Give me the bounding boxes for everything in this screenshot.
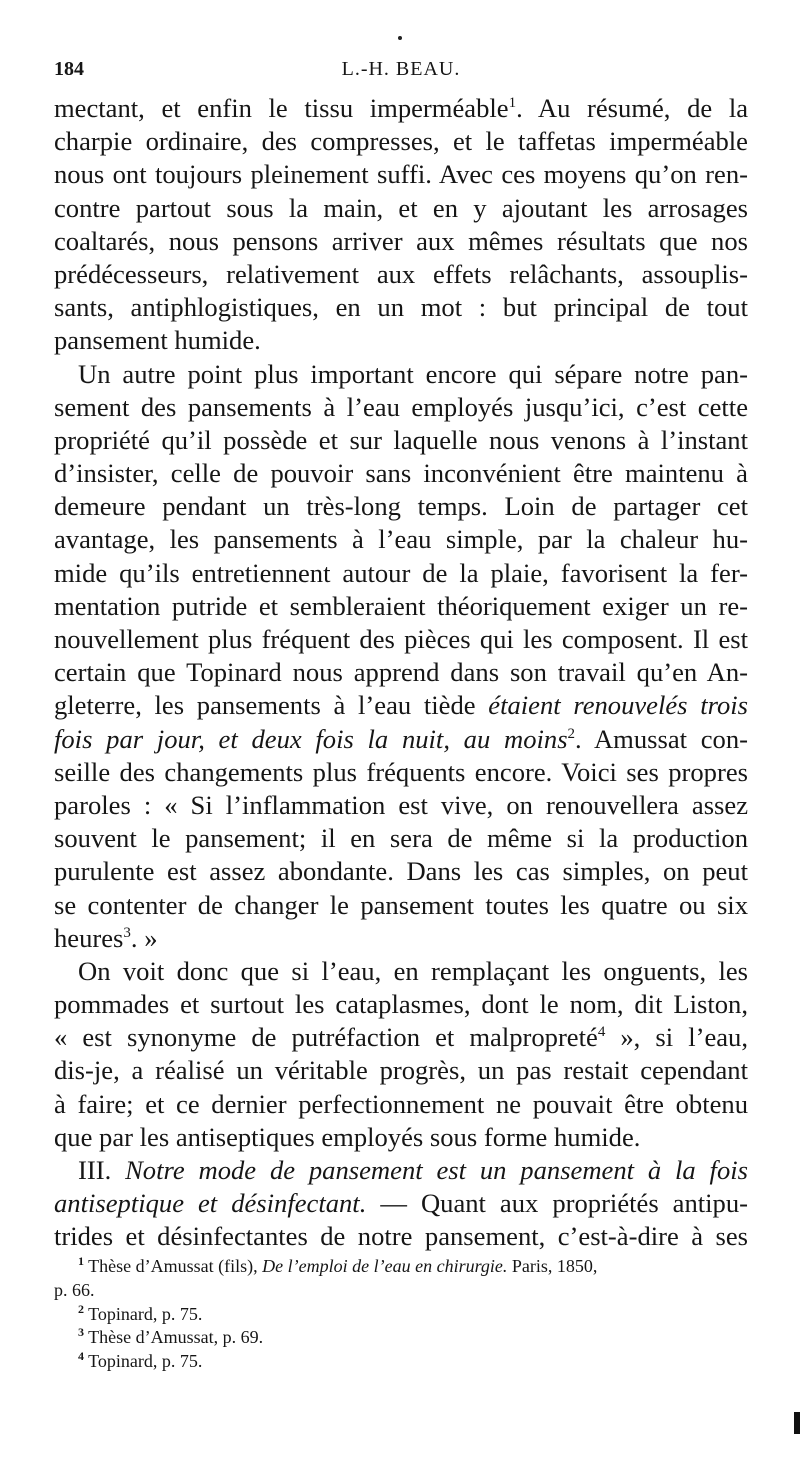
text-line: pansement humide. [54,325,261,356]
footnote-ref[interactable]: 3 [123,924,131,941]
text-line: trides et désinfectantes de notre pansement, c’est-à-dire à ses [54,1221,748,1252]
italic-quote: fois par jour, et deux fois la nuit, au moins [54,723,568,754]
footnotes [54,1255,748,1374]
paragraph-start: On voit donc que si l’eau, en remplaçant les onguents, les [78,955,748,986]
text-line: paroles : « Si l’inflammation est vive, on renouvellera assez [54,789,748,820]
text-line: souvent le pansement; il en sera de même si la production [54,823,748,854]
text-line: se contenter de changer le pansement toutes les quatre ou six [54,889,748,920]
footnote-ref[interactable]: 2 [567,725,576,742]
text-line: mide qu’ils entretiennent autour de la plaie, favorisent la fer- [54,557,748,588]
footnote-1: $^1$ Thèse d’Amussat (fils), De l’emploi de l’eau en chirurgie. Paris, 1850, [78,1255,598,1276]
text-line: fois par jour, et deux fois la nuit, au moins$^2$. Amussat con- [54,723,748,754]
text-line: pommades et surtout les cataplasmes, dont le nom, dit Liston, [54,989,748,1020]
text-line: nous ont toujours pleinement suffi. Avec ces moyens qu’on ren- [54,159,748,190]
text-line: prédécesseurs, relativement aux effets relâchants, assouplis- [54,258,748,289]
text-line: seille des changements plus fréquents encore. Voici ses propres [54,756,748,787]
section-title: Notre mode de pansement est un pansement à la fois [125,1155,748,1185]
running-title: L.-H. BEAU. [341,58,461,80]
text-line: demeure pendant un très-long temps. Loin de partager cet [54,491,748,522]
text-line: sants, antiphlogistiques, en un mot : but principal de tout [54,292,748,323]
text-line: coaltarés, nous pensons arriver aux mêmes résultats que nos [54,225,748,256]
paragraph-start: Un autre point plus important encore qui sépare notre pan- [78,358,748,389]
footnote-ref[interactable]: 4 [597,1024,606,1041]
text-line: dis-je, a réalisé un véritable progrès, un pas restait cependant [54,1055,748,1086]
text-line: nouvellement plus fréquent des pièces qui les composent. Il est [54,624,748,654]
text-line: mentation putride et sembleraient théoriquement exiger un re- [54,590,748,621]
footnote-4: $^4$ Topinard, p. 75. [78,1350,203,1372]
footnote-1-continued: p. 66. [54,1279,95,1300]
text-line: d’insister, celle de pouvoir sans inconvénient être maintenu à [54,458,748,489]
text-line: sement des pansements à l’eau employés jusqu’ici, c’est cette [54,391,748,422]
scan-edge-mark [794,1412,800,1434]
ink-speck [398,36,402,40]
italic-quote: étaient renouvelés trois [488,690,748,721]
main-text [54,92,748,1254]
text-line: mectant, et enfin le tissu imperméable$^1$. Au résumé, de la [54,93,748,123]
text-line: certain que Topinard nous apprend dans son travail qu’en An- [54,657,748,688]
footnote-2: $^2$ Topinard, p. 75. [78,1302,203,1324]
footnote-ref[interactable]: 1 [508,95,517,111]
page-number: 184 [54,58,84,80]
page-header [54,58,748,88]
text-line: que par les antiseptiques employés sous forme humide. [54,1121,641,1152]
section-heading-line: III. Notre mode de pansement est un pansement à la fois [78,1155,748,1185]
text-line: heures$^3$. » [54,922,158,953]
section-title: antiseptique et désinfectant. [54,1188,367,1219]
footnote-3: $^3$ Thèse d’Amussat, p. 69. [78,1326,264,1348]
text-line: gleterre, les pansements à l’eau tiède étaient renouvelés trois [54,690,748,721]
text-line: « est synonyme de putréfaction et malpropreté$^4$ », si l’eau, [54,1022,748,1053]
text-line: charpie ordinaire, des compresses, et le taffetas imperméable [54,126,748,157]
text-line: avantage, les pansements à l’eau simple, par la chaleur hu- [54,524,748,555]
text-line: propriété qu’il possède et sur laquelle nous venons à l’instant [54,424,748,455]
text-line: purulente est assez abondante. Dans les cas simples, on peut [54,856,748,887]
text-line: contre partout sous la main, et en y ajoutant les arrosages [54,192,748,223]
text-line: à faire; et ce dernier perfectionnement ne pouvait être obtenu [54,1088,748,1119]
text-line: antiseptique et désinfectant. — Quant aux propriétés antipu- [54,1188,748,1219]
